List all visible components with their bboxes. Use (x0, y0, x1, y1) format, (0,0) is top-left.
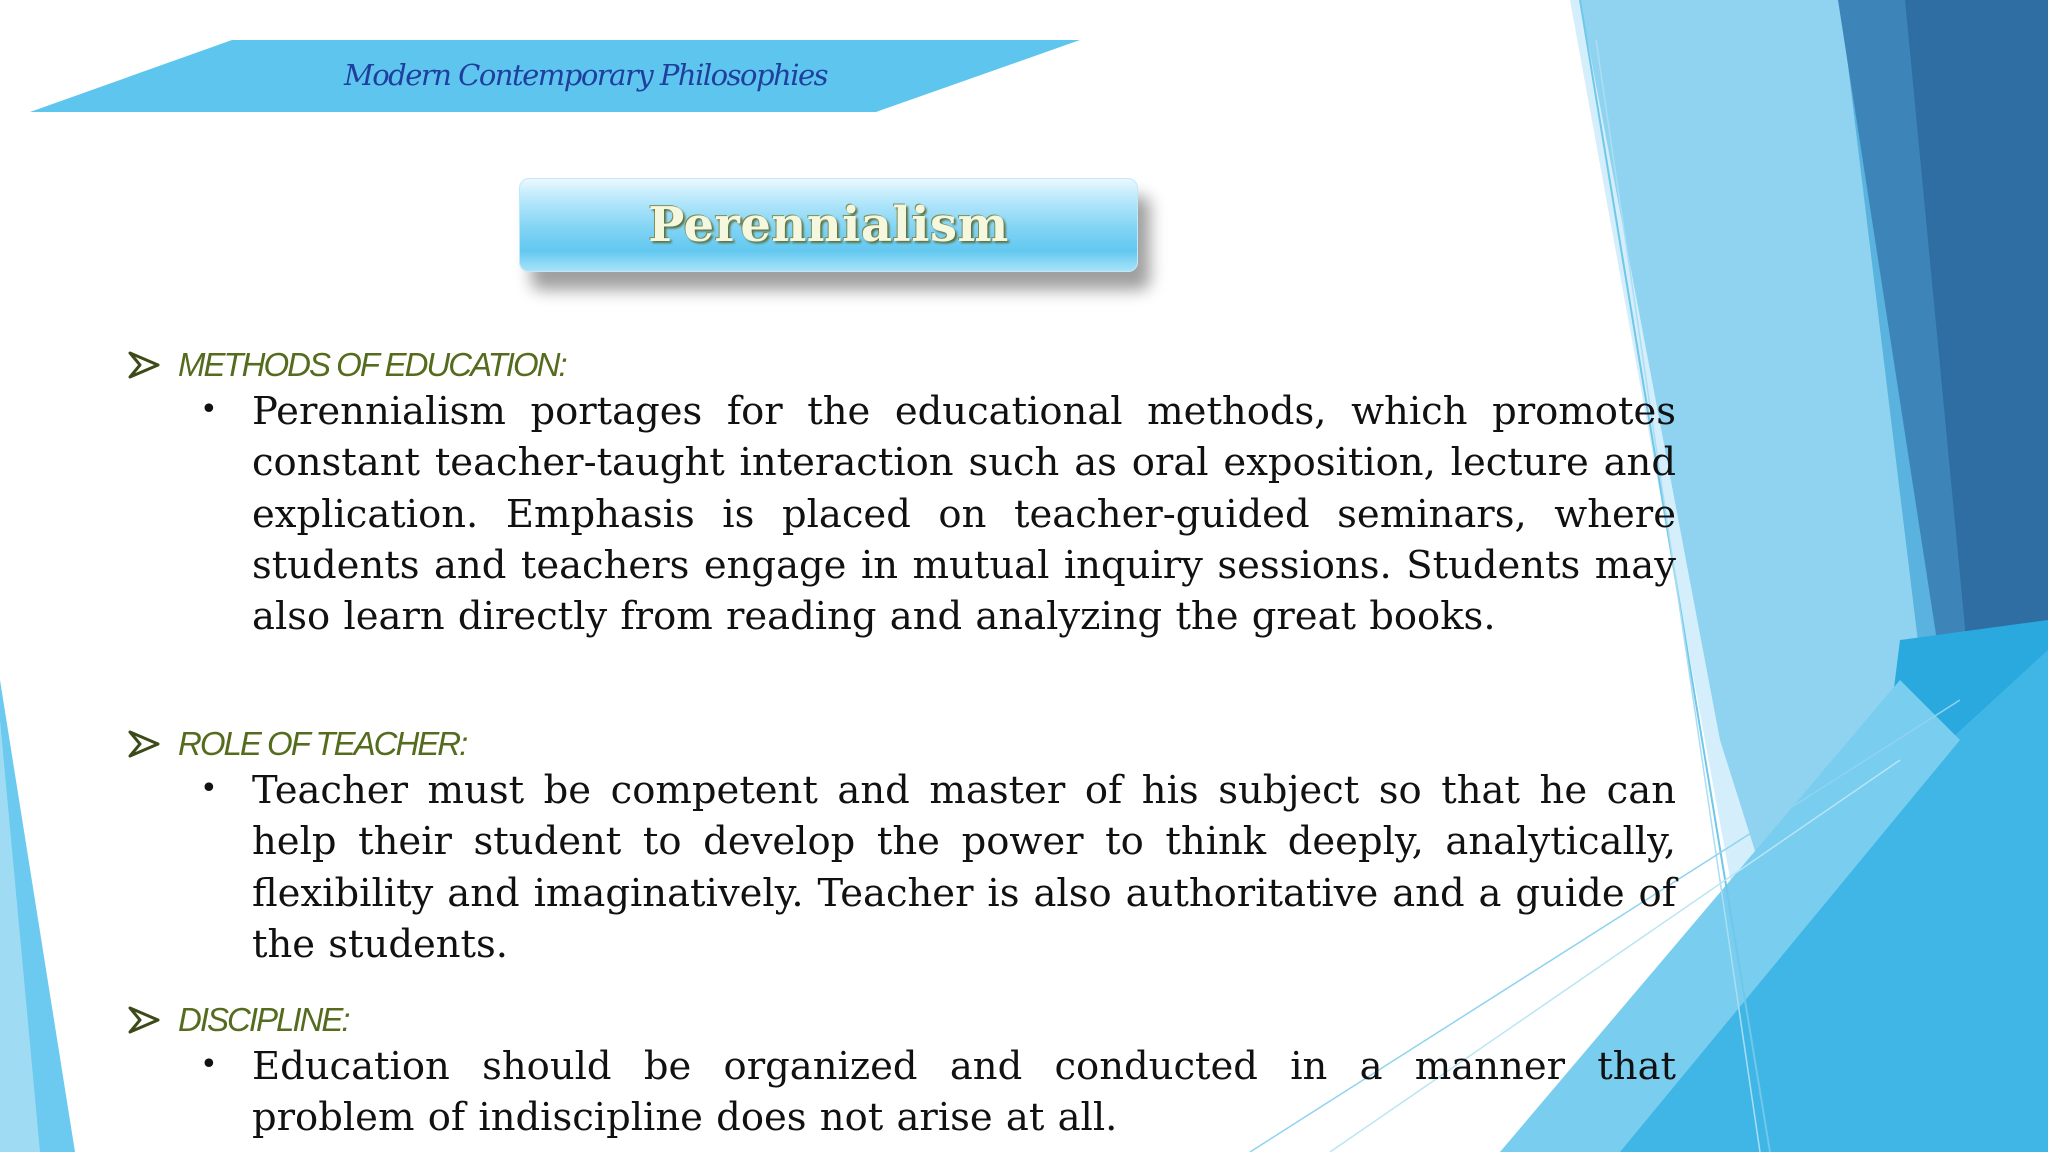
bullet-dot: • (200, 392, 218, 427)
section-methods (128, 346, 566, 384)
section-heading: ROLE OF TEACHER: (178, 725, 467, 762)
arrow-bullet-icon (128, 351, 160, 379)
section-discipline (128, 1001, 349, 1039)
section-teacher (128, 725, 466, 763)
bullet-text: Teacher must be competent and master of his subject so that he can help their student to develop the power to think deeply, analytically, flexibility and imaginatively. Teacher is also authoritative and a guide of the students. (252, 768, 1676, 967)
arrow-bullet-icon (128, 730, 160, 758)
bullet-dot: • (200, 1047, 218, 1082)
header-title: Modern Contemporary Philosophies (344, 58, 828, 92)
section-heading: METHODS OF EDUCATION: (178, 346, 566, 383)
arrow-bullet-icon (128, 1006, 160, 1034)
bullet-text: Education should be organized and conducted in a manner that problem of indiscipline does not arise at all. (252, 1044, 1676, 1141)
page-title: Perennialism (648, 197, 1009, 253)
bullet-text: Perennialism portages for the educational methods, which promotes constant teacher-taught interaction such as oral exposition, lecture and explication. Emphasis is placed on teacher-guided seminars, where students and teachers engage in mutual inquiry sessions. Students may also learn directly from reading and analyzing the great books. (252, 389, 1676, 640)
title-box (519, 178, 1138, 272)
bullet-dot: • (200, 771, 218, 806)
section-heading: DISCIPLINE: (178, 1001, 349, 1038)
